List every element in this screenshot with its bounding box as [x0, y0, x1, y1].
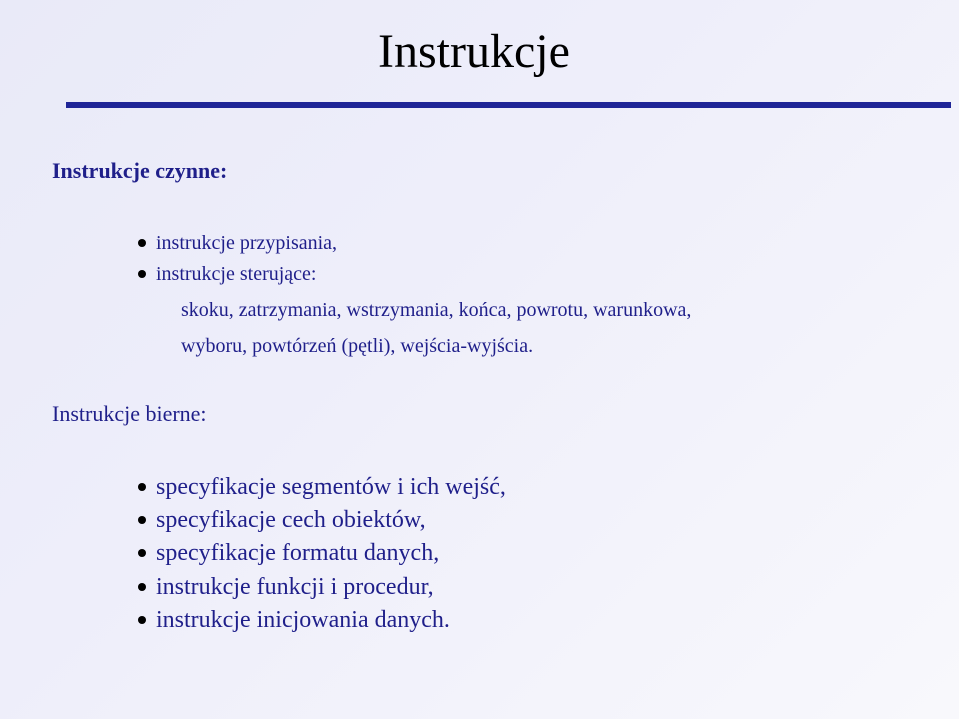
bullet-icon: [138, 270, 146, 278]
active-instructions-heading: Instrukcje czynne:: [52, 158, 228, 183]
passive-item-label: instrukcje inicjowania danych.: [156, 607, 450, 633]
passive-item-functions: [138, 573, 434, 602]
bullet-icon: [138, 483, 146, 491]
passive-item-segments: [138, 473, 506, 502]
title-underline: [66, 102, 951, 108]
control-kinds-line-2: wyboru, powtórzeń (pętli), wejścia-wyjścia.: [181, 335, 534, 357]
active-item-control: [138, 262, 317, 286]
active-item-label: instrukcje sterujące:: [156, 263, 317, 285]
bullet-icon: [138, 583, 146, 591]
passive-item-data-format: [138, 539, 439, 568]
passive-item-label: specyfikacje formatu danych,: [156, 540, 440, 566]
passive-instructions-heading: Instrukcje bierne:: [52, 401, 207, 426]
passive-item-label: instrukcje funkcji i procedur,: [156, 574, 434, 600]
bullet-icon: [138, 239, 146, 247]
bullet-icon: [138, 616, 146, 624]
bullet-icon: [138, 516, 146, 524]
passive-item-label: specyfikacje segmentów i ich wejść,: [156, 474, 506, 500]
passive-item-initialization: [138, 606, 450, 635]
slide-title: Instrukcje: [378, 25, 570, 78]
passive-item-label: specyfikacje cech obiektów,: [156, 507, 426, 533]
active-item-label: instrukcje przypisania,: [156, 232, 338, 254]
active-item-assignment: [138, 231, 337, 255]
bullet-icon: [138, 549, 146, 557]
passive-item-object-traits: [138, 506, 426, 535]
control-kinds-line-1: skoku, zatrzymania, wstrzymania, końca, powrotu, warunkowa,: [181, 299, 692, 321]
